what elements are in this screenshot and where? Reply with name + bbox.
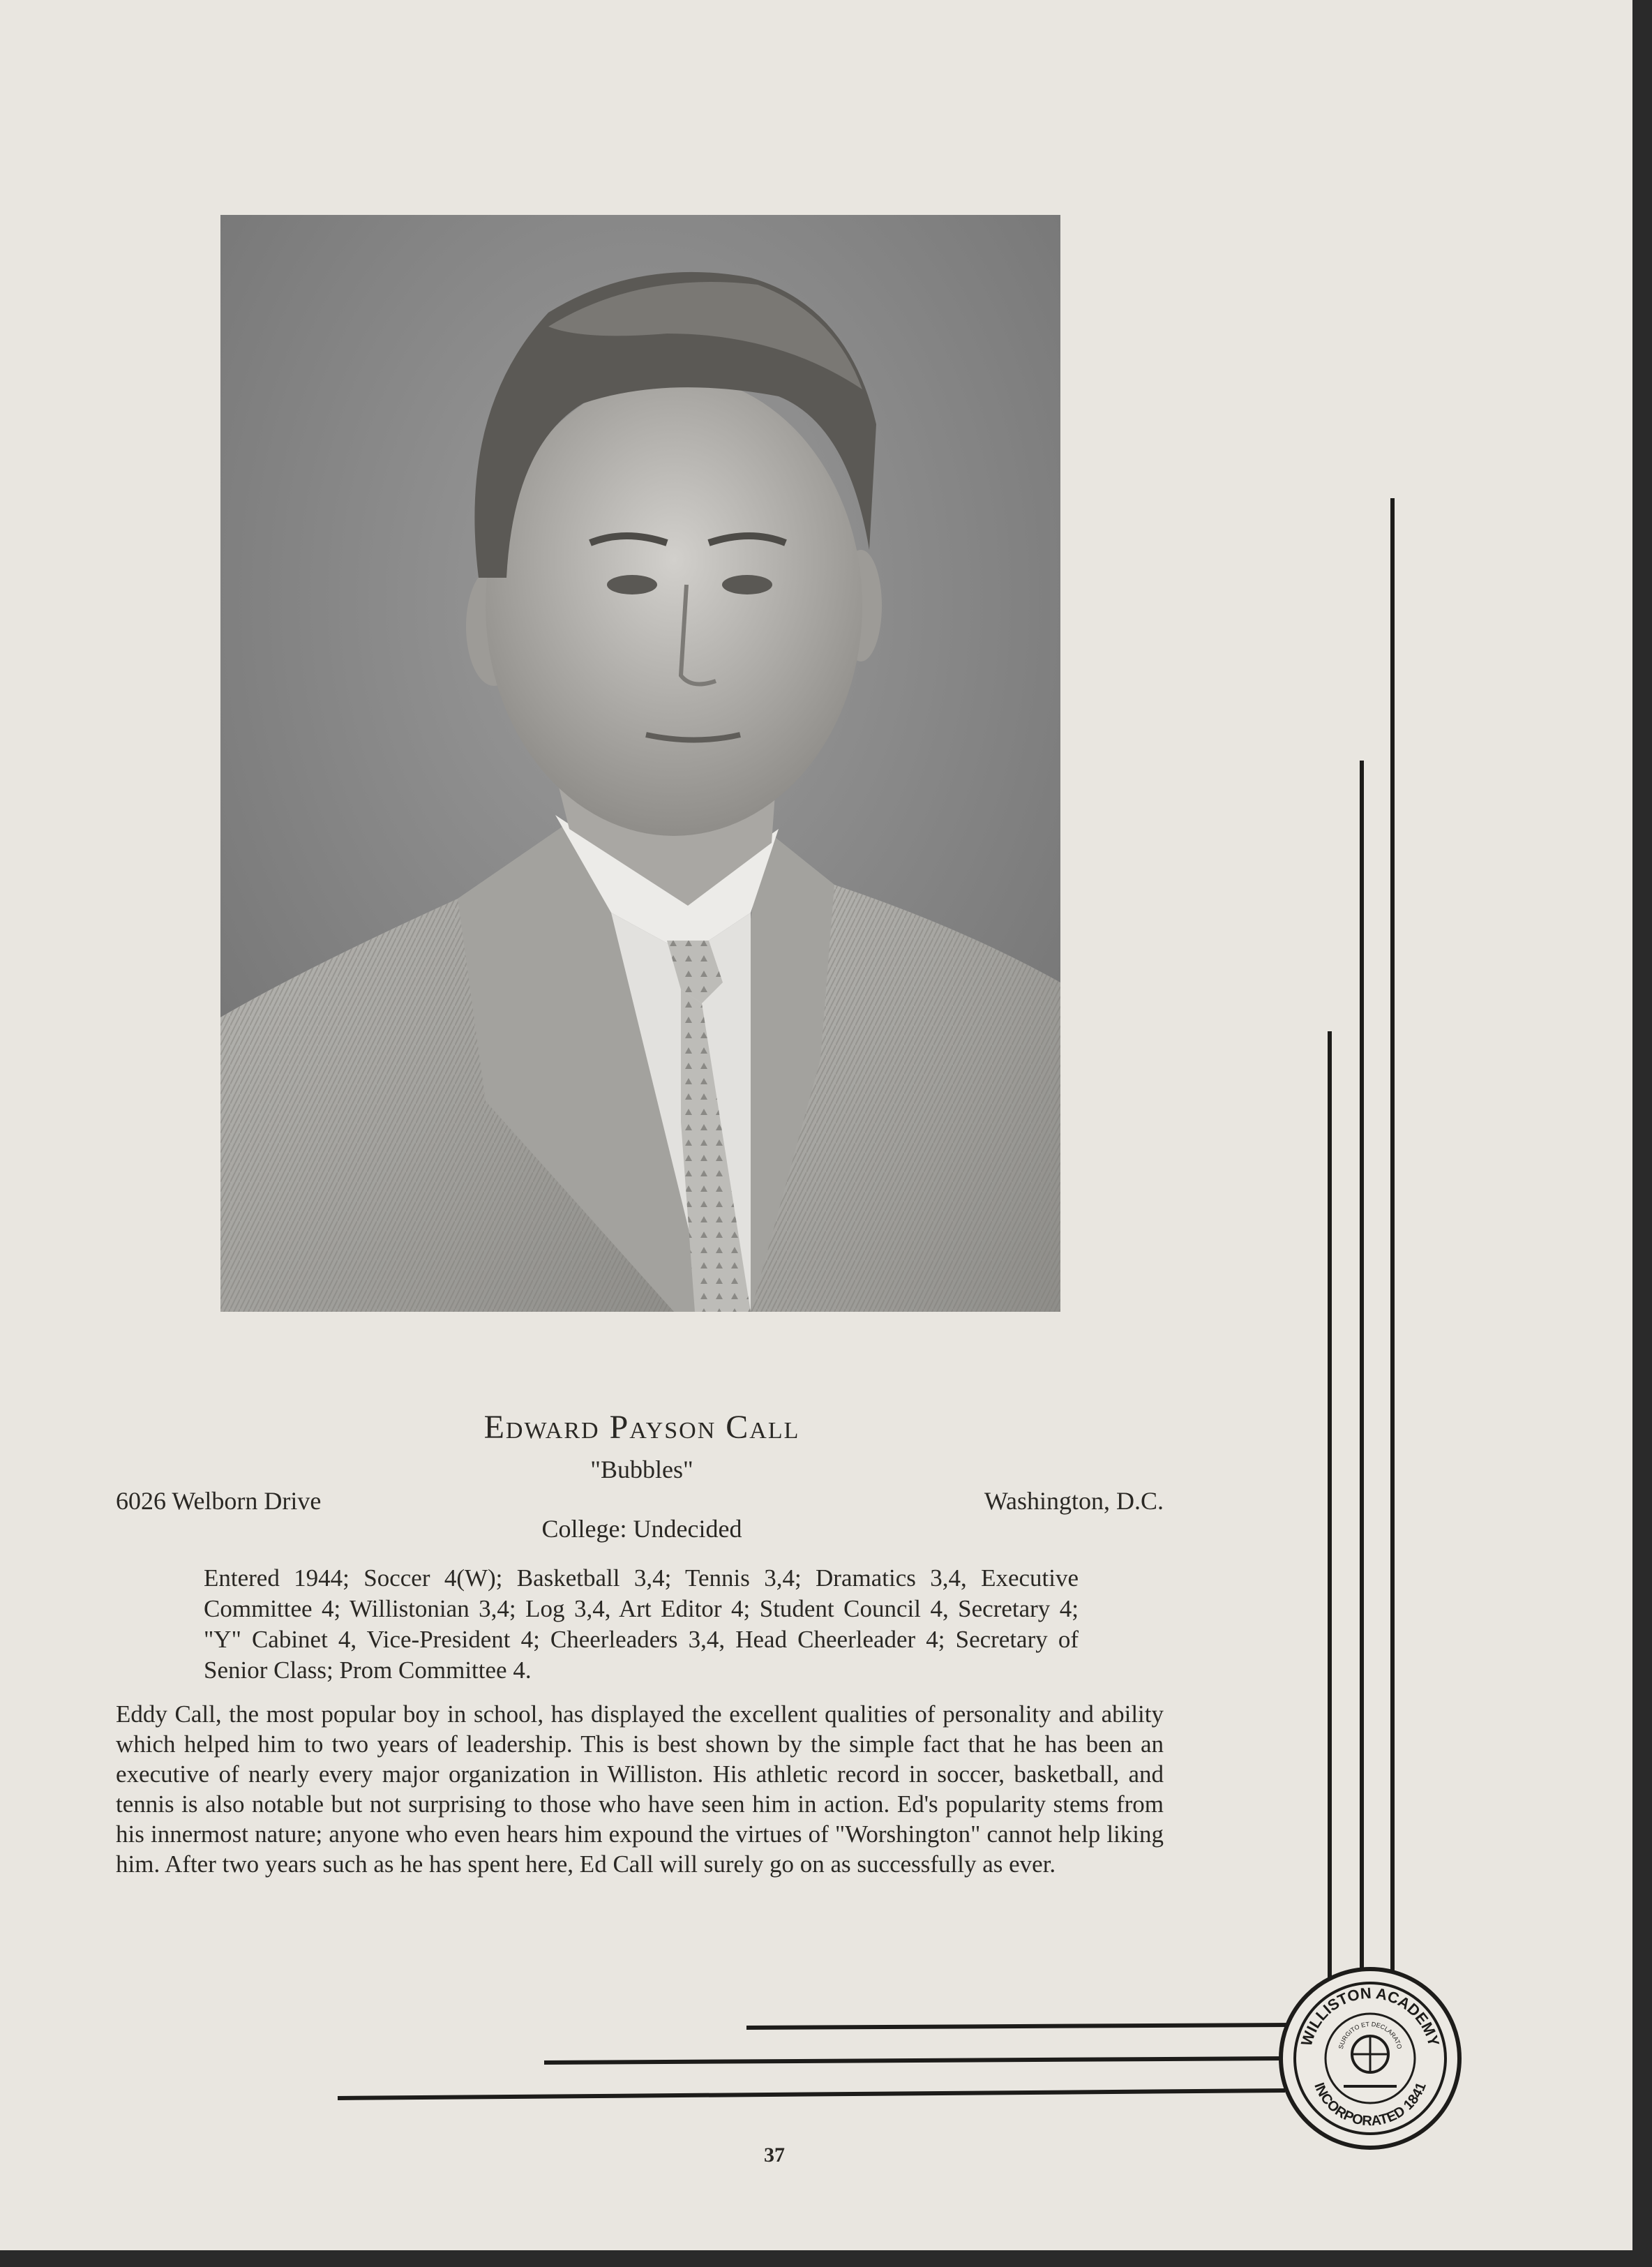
williston-academy-seal: [1281, 1969, 1459, 2148]
home-city: Washington, D.C.: [984, 1487, 1164, 1515]
student-nickname: "Bubbles": [590, 1456, 693, 1483]
page-number: 37: [764, 2143, 785, 2167]
activities-list: Entered 1944; Soccer 4(W); Basketball 3,4; Tennis 3,4; Dramatics 3,4, Executive Committee 4; Willistonian 3,4; Log 3,4, Art Editor 4; Student Council 4, Secretary 4; "Y" Cabinet 4, Vice-President 4; Cheerleaders 3,4, Head Cheerleader 4; Secretary of Senior Class; Prom Committee 4.: [204, 1564, 1079, 1684]
home-address: 6026 Welborn Drive: [116, 1487, 322, 1515]
ornament-lines: [338, 498, 1392, 2098]
seal-name: WILLISTON ACADEMY: [1297, 1984, 1443, 2049]
college-plan: College: Undecided: [541, 1515, 742, 1543]
seal-motto: SURGITO ET DECLARATO: [1337, 2020, 1404, 2050]
student-name: Edward Payson Call: [483, 1409, 800, 1446]
seal-incorporated: INCORPORATED 1841: [1311, 2080, 1429, 2130]
biography-paragraph: Eddy Call, the most popular boy in school, has displayed the excellent qualities of personality and ability which helped him to two years of leadership. This is best shown by the simple fact that he has been an executive of nearly every major organization in Williston. His athletic record in soccer, basketball, and tennis is also notable but not surprising to those who have seen him in action. Ed's popularity stems from his innermost nature; anyone who even hears him expound the virtues of "Worshington" cannot help liking him. After two years such as he has spent here, Ed Call will surely go on as successfully as ever.: [116, 1700, 1164, 1878]
